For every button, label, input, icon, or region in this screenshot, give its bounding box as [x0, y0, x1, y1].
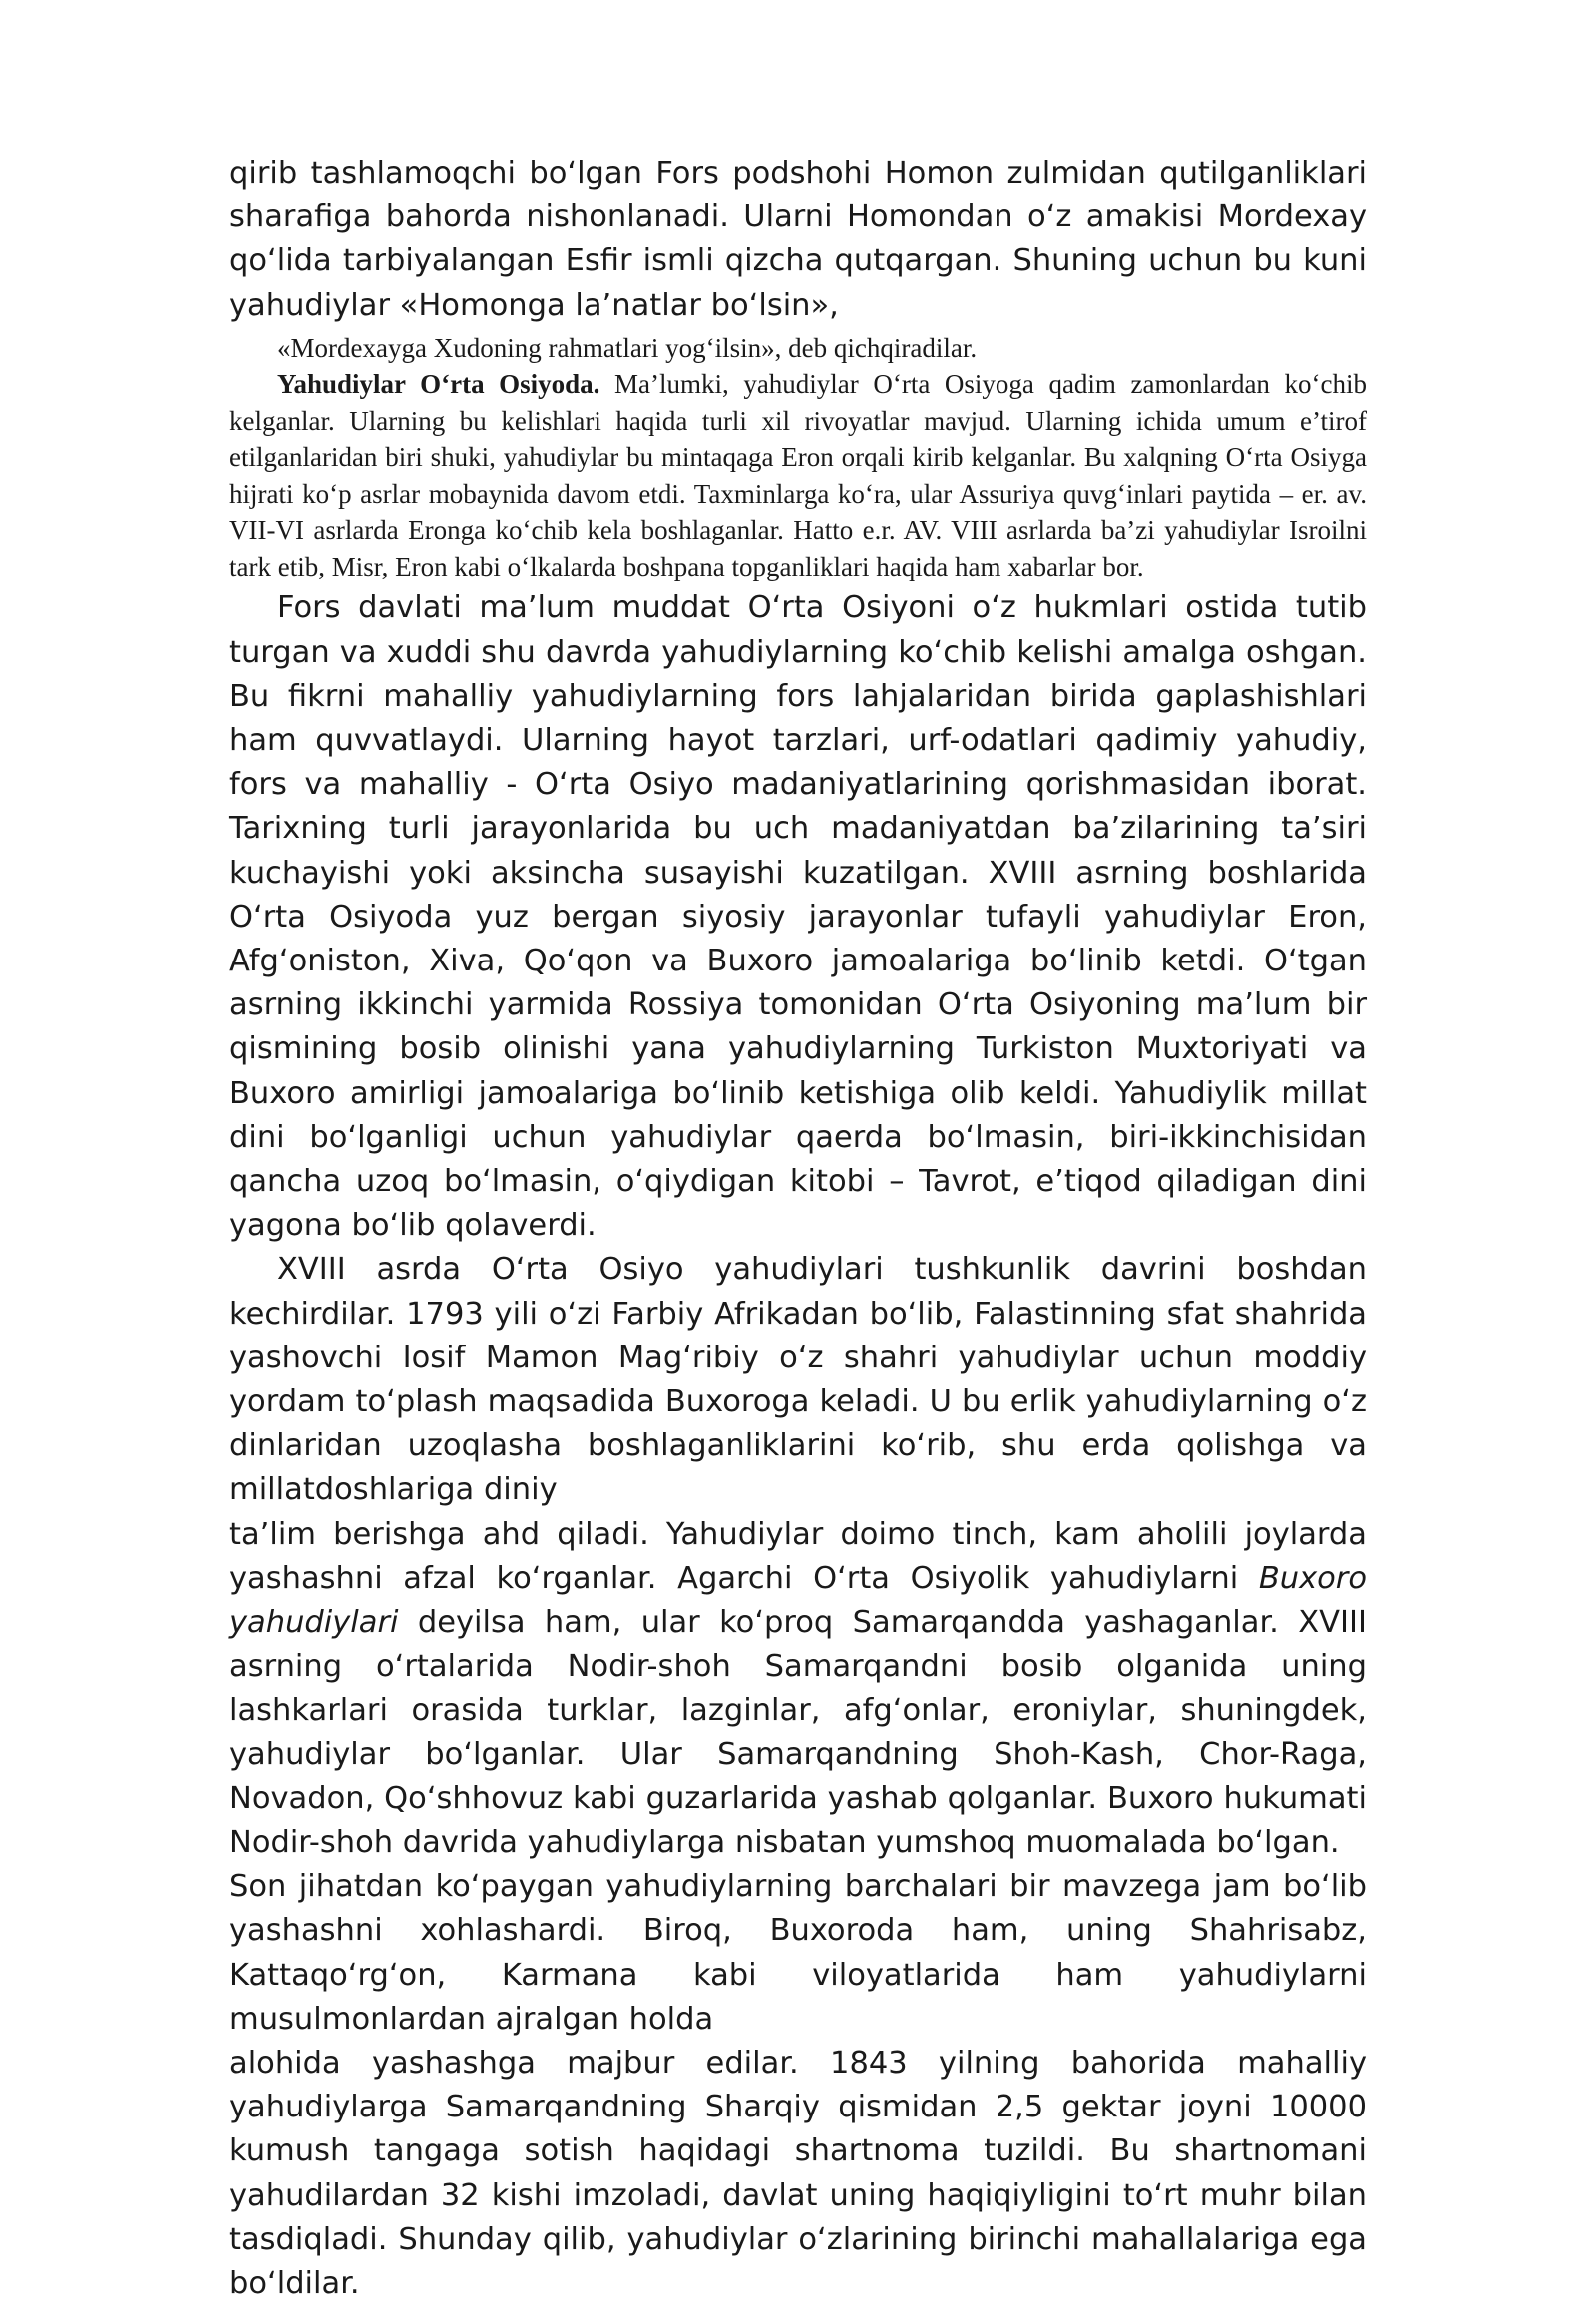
italic-term: Buxoro yahudiylari [229, 1560, 1367, 1640]
paragraph-jews-central-asia [229, 366, 1367, 584]
paragraph-intro: qirib tashlamoqchi boʻlgan Fors podshohi Homon zulmidan qutilganliklari sharafiga bahorda nishonlanadi. Ularni Homondan oʻz amakisi Mordexay qoʻlida tarbiyalangan Esfir ismli qizcha qutqargan. Shuning uchun bu kuni yahudiylar «Homonga laʼnatlar boʻlsin», [229, 156, 1367, 323]
document-page [229, 152, 1367, 2306]
serif-paragraph-text: Ma’lumki, yahudiylar O‘rta Osiyoga qadim zamonlardan ko‘chib kelganlar. Ularning bu kelishlari haqida turli xil rivoyatlar mavjud. Ularning ichida umum e’tirof etilganlaridan biri shuki, yahudiylar bu mintaqaga Eron orqali kirib kelganlar. Bu xalqning O‘rta Osiyga hijrati ko‘p asrlar mobaynida davom etdi. Taxminlarga ko‘ra, ular Assuriya quvg‘inlari paytida – er. av. VII-VI asrlarda Eronga ko‘chib kela boshlaganlar. Hatto e.r. AV. VIII asrlarda ba’zi yahudiylar Isroilni tark etib, Misr, Eron kabi o‘lkalarda boshpana topganliklari haqida ham xabarlar bor. [229, 369, 1367, 581]
paragraph-population-growth: Son jihatdan koʻpaygan yahudiylarning barchalari bir mavzega jam boʻlib yashashni xohlashardi. Biroq, Buxoroda ham, uning Shahrisabz, Kattaqoʻrgʻon, Karmana kabi viloyatlarida ham yahudiylarni musulmonlardan ajralgan holda [229, 1869, 1367, 2037]
serif-line-mordexay: «Mordexayga Xudoning rahmatlari yog‘ilsin», deb qichqiradilar. [277, 332, 978, 363]
paragraph-18th-century: XVIII asrda Oʻrta Osiyo yahudiylari tushkunlik davrini boshdan kechirdilar. 1793 yili oʻzi Farbiy Afrikadan boʻlib, Falastinning sfat shahrida yashovchi Iosif Mamon Magʻribiy oʻz shahri yahudiylar uchun moddiy yordam toʻplash maqsadida Buxoroga keladi. U bu erlik yahudiylarning oʻz dinlaridan uzoqlasha boshlaganliklarini koʻrib, shu erda qolishga va millatdoshlariga diniy [229, 1252, 1367, 1508]
paragraph-samarkand-text-a: taʼlim berishga ahd qiladi. Yahudiylar doimo tinch, kam aholili joylarda yashashni afzal koʻrganlar. Agarchi Oʻrta Osiyolik yahudiylarni [229, 1516, 1367, 1596]
paragraph-persian-state: Fors davlati maʼlum muddat Oʻrta Osiyoni oʻz hukmlari ostida tutib turgan va xuddi shu davrda yahudiylarning koʻchib kelishi amalga oshgan. Bu fikrni mahalliy yahudiylarning fors lahjalaridan birida gaplashishlari ham quvvatlaydi. Ularning hayot tarzlari, urf-odatlari qadimiy yahudiy, fors va mahalliy - Oʻrta Osiyo madaniyatlarining qorishmasidan iborat. Tarixning turli jarayonlarida bu uch madaniyatdan baʼzilarining taʼsiri kuchayishi yoki aksincha susayishi kuzatilgan. XVIII asrning boshlarida Oʻrta Osiyoda yuz bergan siyosiy jarayonlar tufayli yahudiylar Eron, Afgʻoniston, Xiva, Qoʻqon va Buxoro jamoalariga boʻlinib ketdi. Oʻtgan asrning ikkinchi yarmida Rossiya tomonidan Oʻrta Osiyoning maʼlum bir qismining bosib olinishi yana yahudiylarning Turkiston Muxtoriyati va Buxoro amirligi jamoalariga boʻlinib ketishiga olib keldi. Yahudiylik millat dini boʻlganligi uchun yahudiylar qaerda boʻlmasin, biri-ikkinchisidan qancha uzoq boʻlmasin, oʻqiydigan kitobi – Tavrot, eʼtiqod qiladigan dini yagona boʻlib qolaverdi. [229, 590, 1367, 1244]
section-heading: Yahudiylar O‘rta Osiyoda. [277, 369, 600, 400]
paragraph-samarkand-text-b: deyilsa ham, ular koʻproq Samarqandda yashaganlar. XVIII asrning oʻrtalarida Nodir-shoh Samarqandni bosib olganida uning lashkarlari orasida turklar, lazginlar, afgʻonlar, eroniylar, shuningdek, yahudiylar boʻlganlar. Ular Samarqandning Shoh-Kash, Chor-Raga, Novadon, Qoʻshhovuz kabi guzarlarida yashab qolganlar. Buxoro hukumati Nodir-shoh davrida yahudiylarga nisbatan yumshoq muomalada boʻlgan. [229, 1604, 1367, 1860]
paragraph-1843-contract: alohida yashashga majbur edilar. 1843 yilning bahorida mahalliy yahudiylarga Samarqandning Sharqiy qismidan 2,5 gektar joyni 10000 kumush tangaga sotish haqidagi shartnoma tuzildi. Bu shartnomani yahudilardan 32 kishi imzoladi, davlat uning haqiqiyligini toʻrt muhr bilan tasdiqladi. Shunday qilib, yahudiylar oʻzlarining birinchi mahallalariga ega boʻldilar. [229, 2046, 1367, 2302]
paragraph-samarkand [229, 1513, 1367, 1866]
